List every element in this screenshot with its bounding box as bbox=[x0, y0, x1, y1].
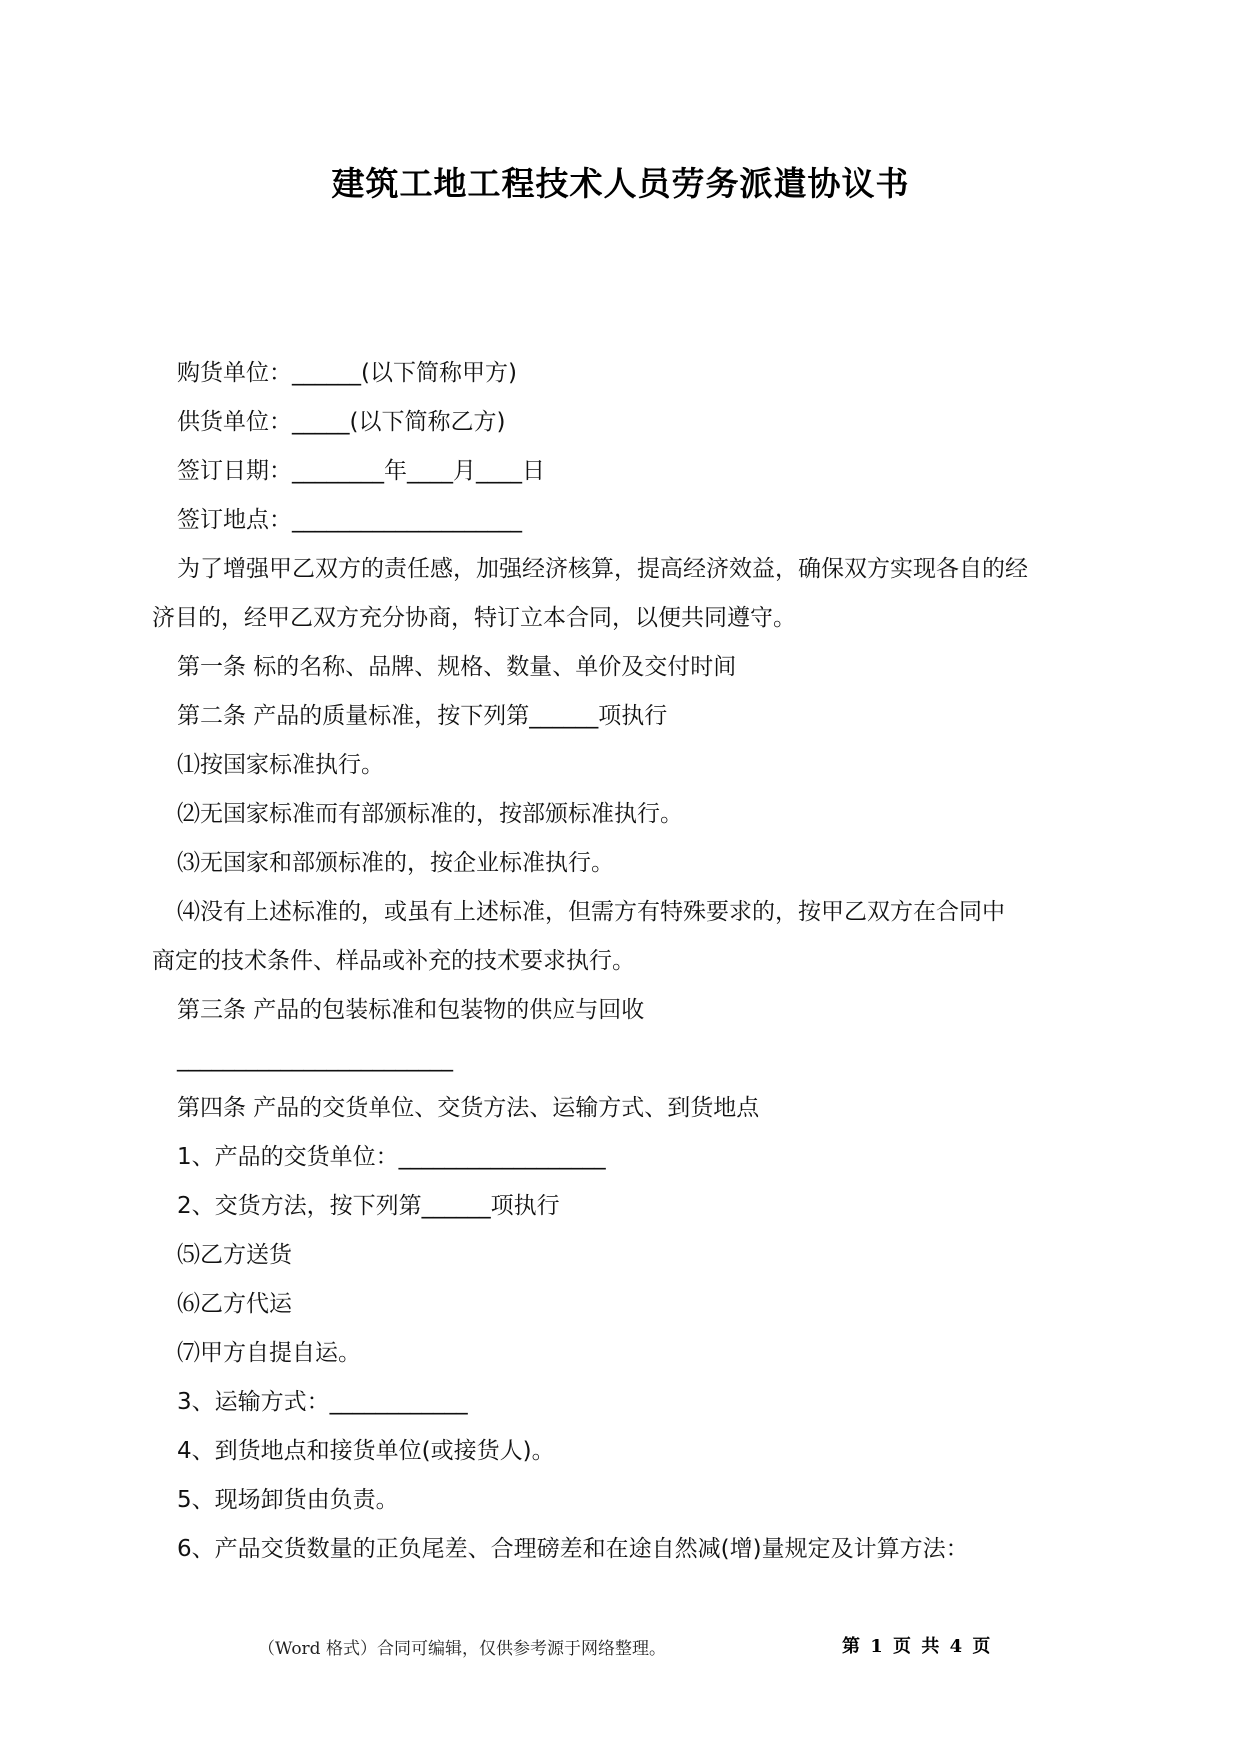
article-4-heading: 第四条 产品的交货单位、交货方法、运输方式、到货地点 bbox=[177, 1095, 760, 1121]
sign-date-line: 签订日期：________年____月____日 bbox=[177, 458, 545, 484]
list-item: ⑴按国家标准执行。 bbox=[177, 752, 384, 778]
supplier-line: 供货单位：_____(以下简称乙方) bbox=[177, 409, 506, 435]
document-body bbox=[152, 349, 1097, 1574]
list-item: 6、产品交货数量的正负尾差、合理磅差和在途自然减(增)量规定及计算方法： bbox=[177, 1536, 969, 1562]
preamble-line-2: 济目的，经甲乙双方充分协商，特订立本合同，以便共同遵守。 bbox=[152, 605, 796, 631]
document-title: 建筑工地工程技术人员劳务派遣协议书 bbox=[331, 164, 910, 203]
page-number: 第 1 页 共 4 页 bbox=[842, 1636, 991, 1657]
list-item: ⑸乙方送货 bbox=[177, 1242, 292, 1268]
list-item: 5、现场卸货由负责。 bbox=[177, 1487, 399, 1513]
list-item: ⑷没有上述标准的，或虽有上述标准，但需方有特殊要求的，按甲乙双方在合同中 bbox=[177, 899, 1005, 925]
article-3-heading: 第三条 产品的包装标准和包装物的供应与回收 bbox=[177, 997, 645, 1023]
footer-note: （Word 格式）合同可编辑，仅供参考源于网络整理。 bbox=[258, 1639, 666, 1659]
sign-place-line: 签订地点：____________________ bbox=[177, 507, 522, 533]
list-item: ⑵无国家标准而有部颁标准的，按部颁标准执行。 bbox=[177, 801, 683, 827]
list-item: 4、到货地点和接货单位(或接货人)。 bbox=[177, 1438, 555, 1464]
list-item-continued: 商定的技术条件、样品或补充的技术要求执行。 bbox=[152, 948, 635, 974]
buyer-line: 购货单位：______(以下简称甲方) bbox=[177, 360, 517, 386]
fill-in-blank: ________________________ bbox=[177, 1046, 453, 1072]
list-item: 2、交货方法，按下列第______项执行 bbox=[177, 1193, 560, 1219]
list-item: ⑺甲方自提自运。 bbox=[177, 1340, 361, 1366]
article-2-heading: 第二条 产品的质量标准，按下列第______项执行 bbox=[177, 703, 668, 729]
list-item: 1、产品的交货单位：__________________ bbox=[177, 1144, 606, 1170]
article-1-heading: 第一条 标的名称、品牌、规格、数量、单价及交付时间 bbox=[177, 654, 737, 680]
list-item: ⑶无国家和部颁标准的，按企业标准执行。 bbox=[177, 850, 614, 876]
list-item: 3、运输方式：____________ bbox=[177, 1389, 468, 1415]
list-item: ⑹乙方代运 bbox=[177, 1291, 292, 1317]
preamble-line-1: 为了增强甲乙双方的责任感，加强经济核算，提高经济效益，确保双方实现各自的经 bbox=[177, 556, 1028, 582]
